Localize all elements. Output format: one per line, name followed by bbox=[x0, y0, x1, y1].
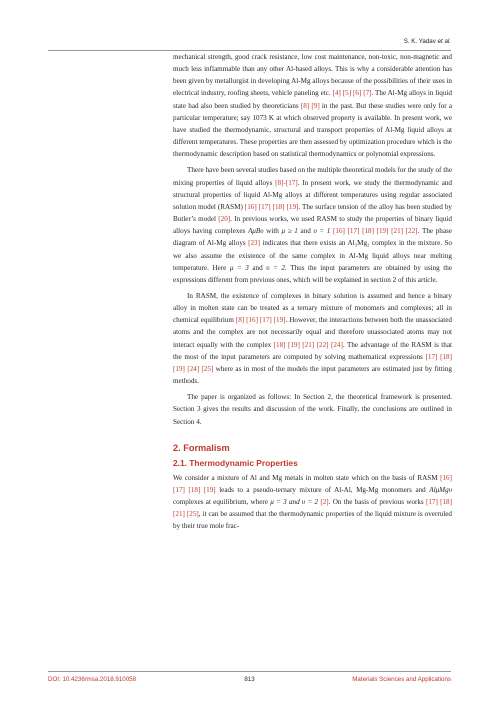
citation-link[interactable]: [16] [17] [18] [19] [21] [22] bbox=[333, 227, 418, 236]
header-etal: et al. bbox=[437, 38, 451, 45]
citation-link[interactable]: [16] [17] [18] [19] bbox=[244, 202, 299, 211]
page-number: 813 bbox=[244, 676, 255, 683]
header-author: S. K. Yadav bbox=[403, 38, 436, 45]
math-al3mg2: Al₃Mg₂ bbox=[347, 239, 370, 248]
citation-link[interactable]: [20] bbox=[218, 215, 231, 224]
footer-rule bbox=[48, 671, 451, 672]
citation-link[interactable]: [8] [16] [17] [19] bbox=[235, 316, 286, 325]
paragraph-formalism: We consider a mixture of Al and Mg metals in molten state which on the basis of RASM [16] [17] [18] [19] leads to a pseudo-ternary mixture of Al-Al, Mg-Mg monomers and AlμMgυ complexes at equilibrium, where μ = 3 and υ = 2 [2]. On the basis of previous works [17] [18] [21] [25], it can be assumed that the thermodynamic properties of the liquid mixture is overruled by their true mole frac- bbox=[173, 473, 453, 531]
citation-link[interactable]: [8] [9] bbox=[300, 101, 320, 110]
paragraph-rasm: In RASM, the existence of complexes in binary solution is assumed and hence a binary alloy in molten state can be treated as a ternary mixture of monomers and complexes; all in chemical equilibrium [8] [16] [17] [19]. However, the interactions between both the unassociated atoms and the complex are not necessarily equal and therefore unassociated atoms may not interact equally with the complex [18] [19] [21] [22] [24]. The advantage of the RASM is that the most of the input parameters are computed by solving mathematical expressions [17] [18] [19] [24] [25] where as in most of the models the input parameters are estimated just by fitting methods. bbox=[173, 291, 452, 386]
math-complex-formula: AμBυ bbox=[247, 227, 264, 236]
citation-link[interactable]: [8]-[17] bbox=[275, 178, 298, 187]
math-mu-condition: μ ≥ 1 bbox=[281, 227, 298, 236]
paragraph-intro-continued: mechanical strength, good crack resistance, low cost maintenance, non-toxic, non-magnetic and much less inflammable than any other Al-based alloys. This is why a considerable attention has been given by metallurgist in developing Al-Mg alloys because of the possibilities of their uses in electrical industry, roofing sheets, vehicle paneling etc. [4] [5] [6] [7]. The Al-Mg alloys in liquid state had also been studied by theoreticians [8] [9] in the past. But these studies were only for a particular temperature; say 1073 K at which observed property is available. In present work, we have studied the thermodynamic, structural and transport properties of Al-Mg liquid alloys at different temperatures. These properties are then assessed by optimization procedure which is the thermodynamic description based on statistical thermodynamics or polynomial expressions. bbox=[173, 53, 452, 159]
running-header bbox=[404, 38, 451, 45]
subsection-heading-thermodynamic: 2.1. Thermodynamic Properties bbox=[173, 457, 298, 468]
math-mu-nu-values: μ = 3 and υ = 2 bbox=[270, 498, 319, 506]
math-complex-almg: AlμMgυ bbox=[429, 485, 452, 494]
footer-journal-name[interactable]: Materials Sciences and Applications bbox=[352, 676, 451, 683]
math-mu-value: μ = 3 bbox=[229, 263, 249, 272]
citation-link[interactable]: [17] [18] [21] [25] bbox=[173, 498, 452, 519]
footer-doi-link[interactable]: DOI: 10.4236/msa.2018.910058 bbox=[48, 676, 137, 683]
section-heading-formalism: 2. Formalism bbox=[173, 442, 230, 453]
citation-link[interactable]: [4] [5] [6] [7] bbox=[332, 89, 372, 98]
citation-link[interactable]: [18] [19] [21] [22] [24] bbox=[273, 340, 343, 349]
math-nu-condition: υ = 1 bbox=[313, 227, 331, 236]
citation-link[interactable]: [16] [17] [18] [19] bbox=[173, 473, 452, 494]
citation-link[interactable]: [2] bbox=[320, 498, 329, 506]
math-nu-value: υ = 2 bbox=[266, 263, 285, 272]
article-body bbox=[173, 51, 452, 532]
citation-link[interactable]: [23] bbox=[248, 239, 261, 248]
citation-link[interactable]: [17] [18] [19] [24] [25] bbox=[173, 352, 452, 373]
paragraph-models: There have been several studies based on the multiple theoretical models for the study of the mixing properties of liquid alloys [8]-[17]. In present work, we study the thermodynamic and structural properties of liquid Al-Mg alloys at different temperatures using regular associated solution model (RASM) [16] [17] [18] [19]. The surface tension of the alloy has been studied by Butler’s model [20]. In previous works, we used RASM to study the properties of binary liquid alloys having complexes AμBυ with μ ≥ 1 and υ = 1 [16] [17] [18] [19] [21] [22]. The phase diagram of Al-Mg alloys [23] indicates that there exists an Al₃Mg₂ complex in the mixture. So we also assume the existence of the same complex in Al-Mg liquid alloys near melting temperature. Here μ = 3 and υ = 2. Thus the input parameters are obtained by using the expressions different from previous ones, which will be explained in section 2 of this article. bbox=[173, 166, 452, 284]
paragraph-organization: The paper is organized as follows: In Section 2, the theoretical framework is presented. Section 3 gives the results and discussion of the work. Finally, the conclusions are outlined in Section 4. bbox=[173, 393, 452, 426]
